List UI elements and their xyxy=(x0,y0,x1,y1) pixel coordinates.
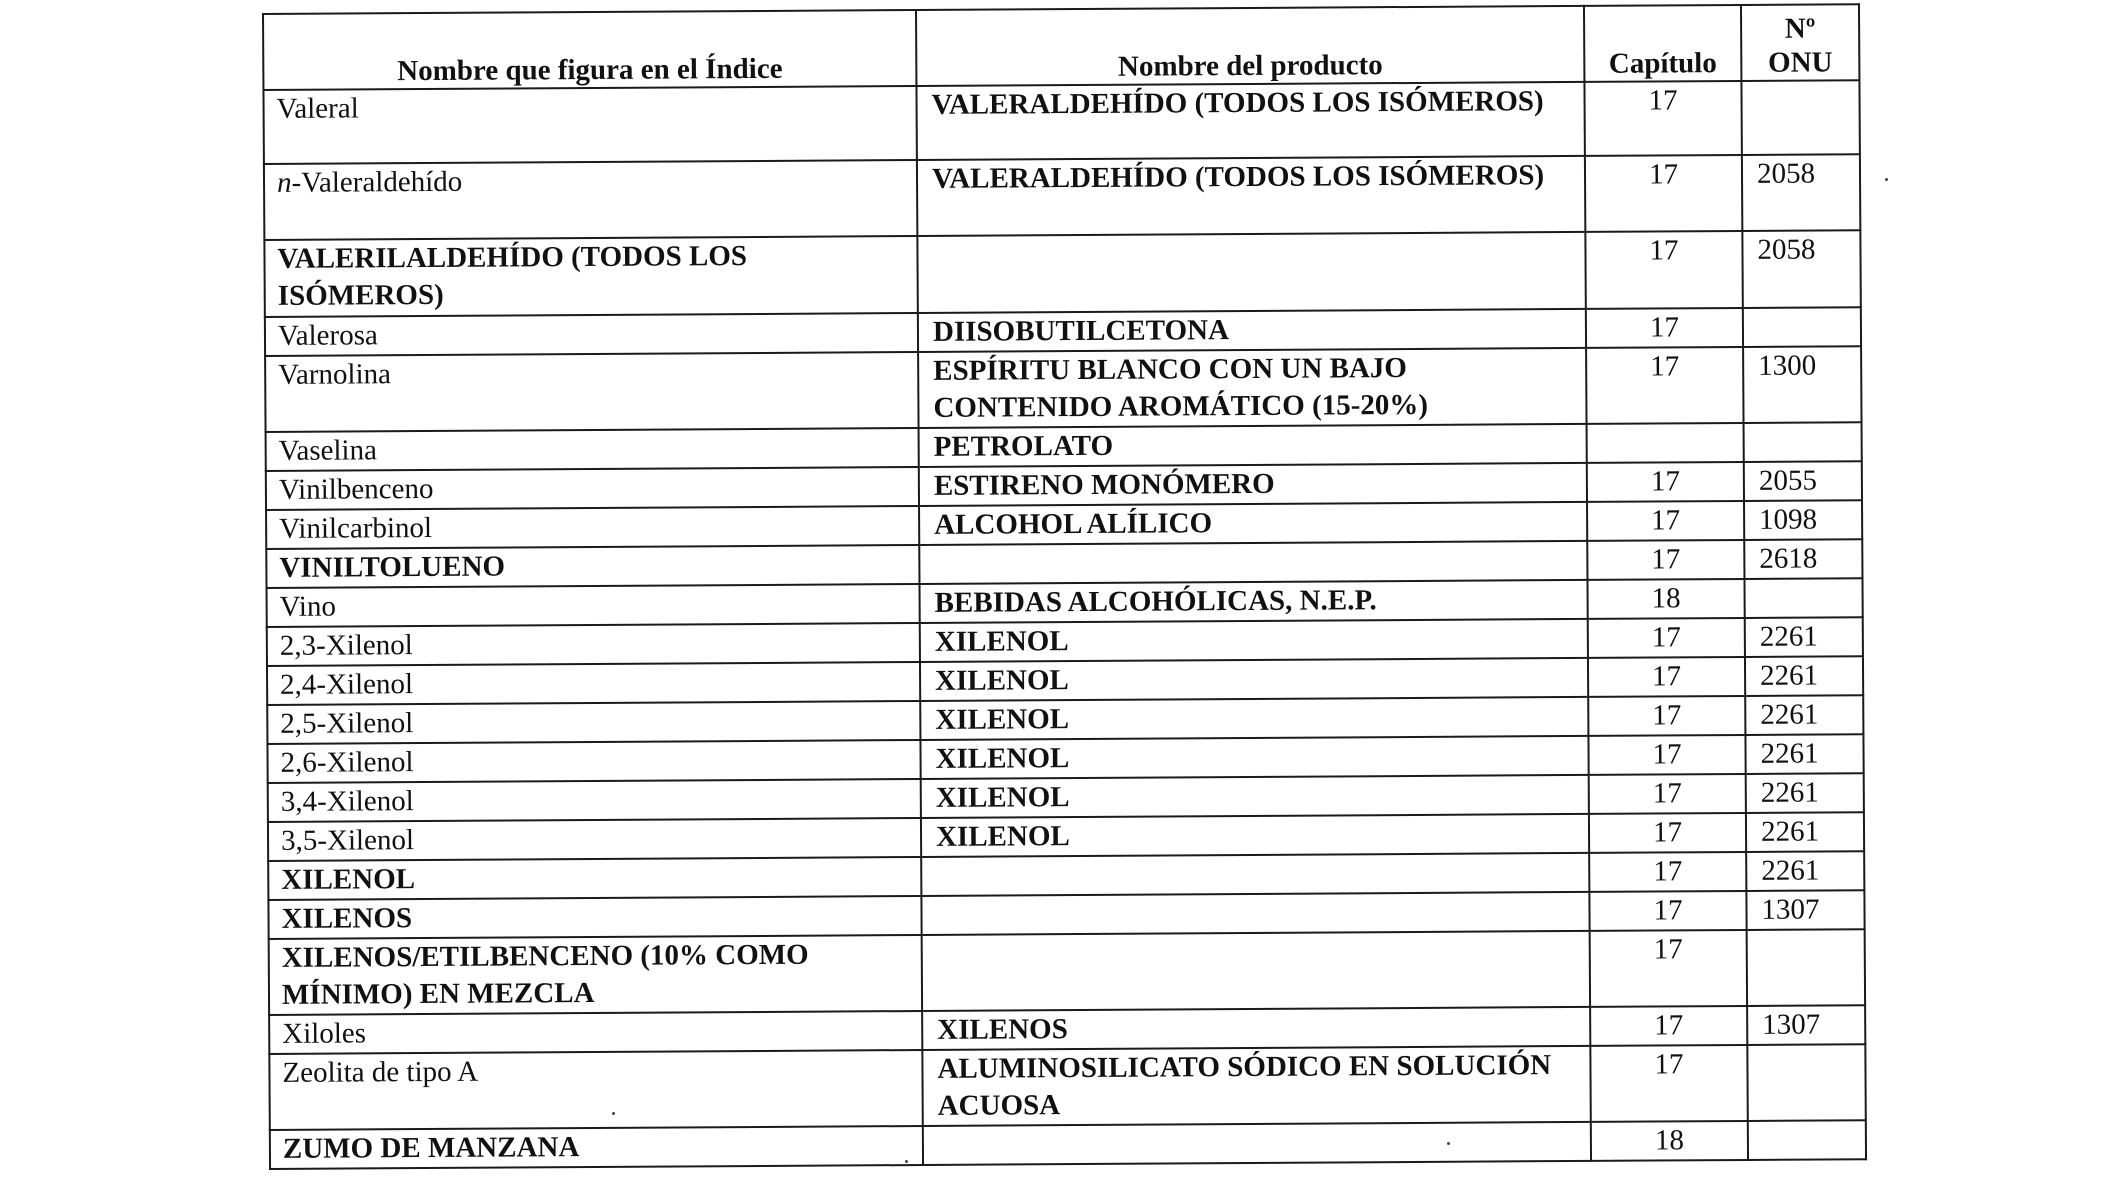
cell-chapter: 17 xyxy=(1586,308,1743,348)
table-row xyxy=(265,346,1861,432)
cell-chapter: 17 xyxy=(1587,540,1744,580)
cell-index-name xyxy=(267,623,920,666)
cell-index-name xyxy=(264,236,917,317)
cell-product-name xyxy=(922,931,1590,1011)
cell-index-name xyxy=(267,701,920,744)
table-row xyxy=(269,1044,1865,1130)
scan-speck xyxy=(612,1112,615,1115)
cell-index-name xyxy=(267,584,920,627)
cell-product-name: XILENOL xyxy=(920,736,1588,779)
cell-product-name xyxy=(923,1122,1591,1165)
header-product: Nombre del producto xyxy=(916,6,1584,86)
cell-onu-number: 2618 xyxy=(1744,539,1862,579)
cell-chapter: 17 xyxy=(1587,462,1744,502)
cell-index-name xyxy=(268,896,921,939)
cell-product-name: ALCOHOL ALÍLICO xyxy=(919,502,1587,545)
cell-product-name: XILENOL xyxy=(920,619,1588,662)
cell-index-name xyxy=(270,1126,923,1169)
cell-onu-number: 2261 xyxy=(1745,734,1863,774)
cell-index-name xyxy=(266,545,919,588)
cell-product-name xyxy=(921,853,1589,896)
cell-onu-number: 1098 xyxy=(1744,500,1862,540)
cell-chapter: 17 xyxy=(1588,696,1745,736)
cell-chapter: 17 xyxy=(1586,347,1743,424)
cell-index-name-text: Valeraldehído xyxy=(301,165,463,199)
cell-index-name-text: 3,4-Xilenol xyxy=(280,785,414,818)
cell-index-name-text: Vino xyxy=(279,590,336,623)
cell-index-name-text: XILENOS xyxy=(281,902,413,935)
cell-product-name: VALERALDEHÍDO (TODOS LOS ISÓMEROS) xyxy=(916,82,1584,160)
cell-product-name: ESPÍRITU BLANCO CON UN BAJO CONTENIDO AROMÁTICO (15-20%) xyxy=(918,348,1586,428)
cell-index-name xyxy=(269,1050,922,1130)
cell-product-name: XILENOL xyxy=(921,775,1589,818)
cell-chapter: 17 xyxy=(1589,891,1746,931)
cell-index-name-text: Vaselina xyxy=(278,434,378,467)
cell-product-name: XILENOL xyxy=(920,697,1588,740)
cell-index-name-text: Valeral xyxy=(276,92,359,125)
cell-onu-number xyxy=(1748,1120,1866,1160)
scan-speck xyxy=(905,1160,908,1163)
header-chapter: Capítulo xyxy=(1584,5,1741,82)
cell-onu-number: 2261 xyxy=(1746,812,1864,852)
cell-index-name xyxy=(269,935,922,1015)
cell-index-name xyxy=(265,352,918,432)
header-name: Nombre que figura en el Índice xyxy=(263,10,916,90)
table-row xyxy=(263,80,1859,164)
cell-chapter: 17 xyxy=(1589,774,1746,814)
cell-chapter: 17 xyxy=(1589,852,1746,892)
cell-index-name-text: XILENOL xyxy=(281,863,416,896)
cell-index-name-text: VALERILALDEHÍDO (TODOS LOS ISÓMEROS) xyxy=(277,240,748,312)
table-header-row xyxy=(263,4,1859,90)
cell-chapter: 17 xyxy=(1589,813,1746,853)
cell-index-name-text: Vinilbenceno xyxy=(278,472,434,506)
cell-onu-number: 2261 xyxy=(1746,773,1864,813)
cell-onu-number xyxy=(1743,307,1861,347)
cell-onu-number xyxy=(1747,1044,1865,1121)
scan-speck xyxy=(1447,1142,1450,1145)
cell-index-name xyxy=(268,857,921,900)
cell-index-name xyxy=(266,506,919,549)
cell-chapter: 17 xyxy=(1584,81,1741,156)
header-onu: Nº ONU xyxy=(1741,4,1859,81)
cell-product-name xyxy=(919,541,1587,584)
cell-chapter: 17 xyxy=(1587,501,1744,541)
cell-onu-number: 2261 xyxy=(1746,851,1864,891)
cell-onu-number: 2261 xyxy=(1745,695,1863,735)
cell-product-name: XILENOL xyxy=(921,814,1589,857)
cell-index-name-text: 2,3-Xilenol xyxy=(279,629,413,662)
cell-index-name xyxy=(268,818,921,861)
cell-index-name-text: Varnolina xyxy=(278,358,392,391)
cell-product-name: PETROLATO xyxy=(919,424,1587,467)
cell-index-name-text: Valerosa xyxy=(277,319,378,352)
cell-index-name-text: XILENOS/ETILBENCENO (10% COMO MÍNIMO) EN MEZCLA xyxy=(281,938,809,1011)
cell-onu-number xyxy=(1744,422,1862,462)
table-row xyxy=(270,1120,1866,1169)
cell-onu-number: 2261 xyxy=(1745,656,1863,696)
cell-index-name-text: 2,6-Xilenol xyxy=(280,746,414,779)
cell-chapter: 17 xyxy=(1588,657,1745,697)
cell-onu-number: 2055 xyxy=(1744,461,1862,501)
cell-chapter: 17 xyxy=(1590,1006,1747,1046)
cell-onu-number: 1307 xyxy=(1746,890,1864,930)
cell-chapter: 18 xyxy=(1587,579,1744,619)
cell-index-name-text: VINILTOLUENO xyxy=(279,550,506,584)
cell-product-name: DIISOBUTILCETONA xyxy=(918,309,1586,352)
cell-index-name xyxy=(264,160,917,240)
cell-index-name xyxy=(265,313,918,356)
cell-index-name-text: 2,5-Xilenol xyxy=(280,707,414,740)
cell-index-name-prefix: n- xyxy=(276,166,302,199)
cell-product-name: XILENOL xyxy=(920,658,1588,701)
table-row xyxy=(264,230,1860,317)
cell-index-name xyxy=(266,467,919,510)
cell-index-name-text: Zeolita de tipo A xyxy=(282,1055,479,1089)
cell-index-name-text: 3,5-Xilenol xyxy=(280,824,415,857)
cell-product-name: ALUMINOSILICATO SÓDICO EN SOLUCIÓN ACUOSA xyxy=(922,1046,1590,1126)
index-table xyxy=(262,3,1867,1170)
cell-onu-number: 2058 xyxy=(1742,230,1860,308)
cell-chapter: 17 xyxy=(1588,735,1745,775)
cell-product-name: VALERALDEHÍDO (TODOS LOS ISÓMEROS) xyxy=(917,156,1585,236)
cell-onu-number: 1307 xyxy=(1747,1005,1865,1045)
cell-onu-number xyxy=(1741,80,1859,155)
cell-product-name xyxy=(921,892,1589,935)
cell-chapter: 17 xyxy=(1590,1045,1747,1122)
cell-index-name xyxy=(269,1011,922,1054)
scan-speck xyxy=(1885,178,1888,181)
cell-index-name xyxy=(263,86,916,164)
cell-onu-number xyxy=(1747,929,1865,1006)
table-row xyxy=(264,154,1860,240)
table-row xyxy=(269,929,1865,1015)
cell-chapter: 18 xyxy=(1591,1121,1748,1161)
cell-product-name: XILENOS xyxy=(922,1007,1590,1050)
cell-index-name-text: Xiloles xyxy=(282,1017,367,1050)
table-body xyxy=(263,80,1866,1169)
cell-index-name-text: ZUMO DE MANZANA xyxy=(282,1131,580,1165)
cell-index-name xyxy=(266,428,919,471)
cell-onu-number: 2261 xyxy=(1745,617,1863,657)
cell-product-name: BEBIDAS ALCOHÓLICAS, N.E.P. xyxy=(920,580,1588,623)
cell-index-name-text: 2,4-Xilenol xyxy=(280,668,414,701)
cell-product-name: ESTIRENO MONÓMERO xyxy=(919,463,1587,506)
cell-chapter: 17 xyxy=(1585,155,1742,232)
cell-chapter: 17 xyxy=(1588,618,1745,658)
cell-onu-number xyxy=(1744,578,1862,618)
cell-index-name xyxy=(267,740,920,783)
cell-chapter xyxy=(1587,423,1744,463)
cell-index-name-text: Vinilcarbinol xyxy=(279,511,433,545)
cell-index-name xyxy=(268,779,921,822)
cell-product-name xyxy=(917,232,1585,313)
cell-onu-number: 2058 xyxy=(1742,154,1860,231)
cell-chapter: 17 xyxy=(1590,930,1747,1007)
cell-onu-number: 1300 xyxy=(1743,346,1861,423)
cell-chapter: 17 xyxy=(1585,231,1742,309)
cell-index-name xyxy=(267,662,920,705)
